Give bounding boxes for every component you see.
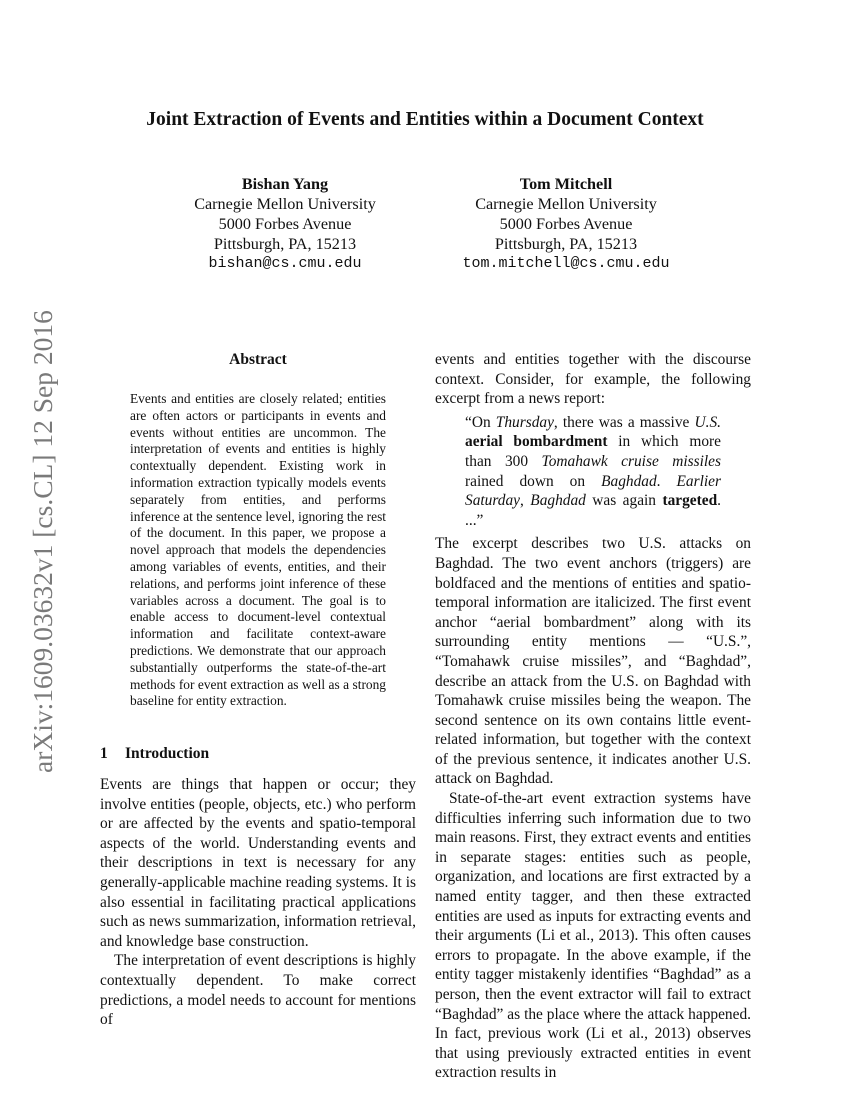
abstract-text: Events and entities are closely related; entities are often actors or participants in events and events without entities are uncommon. The interpretation of events and entities is highly contextually dependent. Existing work in information extraction typically models events separately from entities, and performs inference at the sentence level, ignoring the rest of the document. In this paper, we propose a novel approach that models the dependencies among variables of events, entities, and their relations, and performs joint inference of these variables across a document. The goal is to enable access to document-level contextual information and facilitate context-aware predictions. We demonstrate that our approach substantially outperforms the state-of-the-art methods for event extraction as well as a strong baseline for entity extraction. [130,391,386,709]
section-title: Introduction [125,745,210,762]
quote-entity: Tomahawk cruise missiles [541,452,721,470]
right-column-body [435,350,751,1083]
author-address: 5000 Forbes Avenue [499,215,633,233]
arxiv-stamp: arXiv:1609.03632v1 [cs.CL] 12 Sep 2016 [27,310,58,774]
quote-segment: . [656,472,677,490]
quote-entity: Baghdad [601,472,657,490]
quote-segment: . ...” [465,492,721,529]
quote-segment: in which more than 300 [465,433,722,470]
paper-title: Joint Extraction of Events and Entities within a Document Context [146,109,704,130]
quote-entity: Baghdad [530,492,586,510]
author-city: Pittsburgh, PA, 15213 [494,235,638,253]
section-number: 1 [100,745,108,762]
news-excerpt-quote [465,413,721,531]
quote-segment: , there was a massive [553,413,695,431]
section-heading-introduction [100,745,209,763]
quote-text [465,413,721,531]
quote-segment: , [520,492,531,510]
right-paragraph-state-of-the-art: State-of-the-art event extraction systems have difficulties inferring such information due to two main reasons. First, they extract events and entities in separate stages: entities such as people, organization, and locations are first extracted by a named entity tagger, and then these extracted entities are used as inputs for extracting events and their arguments (Li et al., 2013). This often causes errors to propagate. In the above example, if the entity tagger mistakenly identifies “Baghdad” as a person, then the event extractor will fail to extract “Baghdad” as the place where the attack happened. In fact, previous work (Li et al., 2013) observes that using previously extracted entities in event extraction results in [435,790,751,1082]
author-name: Bishan Yang [241,175,329,193]
right-paragraph-continued: events and entities together with the discourse context. Consider, for example, the following excerpt from a news report: [435,351,751,408]
author-email: bishan@cs.cmu.edu [208,255,362,272]
quote-entity: Earlier Saturday [465,472,721,510]
author-block-2 [416,174,716,274]
intro-paragraph-2: The interpretation of event descriptions is highly contextually dependent. To make correct predictions, a model needs to account for mentions of [100,952,416,1029]
author-address: 5000 Forbes Avenue [218,215,352,233]
intro-paragraph-1: Events are things that happen or occur; they involve entities (people, objects, etc.) who perform or are affected by the events and spatio-temporal aspects of the world. Understanding events and their descriptions in text is necessary for any generally-applicable machine reading systems. It is also essential in facilitating practical applications such as news summarization, information retrieval, and knowledge base construction. [100,776,416,950]
quote-trigger: targeted [662,492,718,510]
quote-segment: rained down on [465,472,602,490]
quote-trigger: aerial bombardment [465,433,608,451]
quote-entity: Thursday [495,413,554,431]
author-name: Tom Mitchell [519,175,613,193]
right-paragraph-excerpt-analysis: The excerpt describes two U.S. attacks on Baghdad. The two event anchors (triggers) are boldfaced and the mentions of entities and spatio-temporal information are italicized. The first event anchor “aerial bombardment” along with its surrounding entity mentions — “U.S.”, “Tomahawk cruise missiles”, and “Baghdad”, describe an attack from the U.S. on Baghdad with Tomahawk cruise missiles being the weapon. The second sentence on its own contains little event-related information, but together with the context of the previous sentence, it indicates another U.S. attack on Baghdad. [435,535,751,788]
author-email: tom.mitchell@cs.cmu.edu [462,255,670,272]
left-column-body [100,775,416,1030]
author-affiliation: Carnegie Mellon University [194,195,376,213]
author-city: Pittsburgh, PA, 15213 [213,235,357,253]
abstract-heading: Abstract [229,351,287,368]
quote-segment: was again [585,492,663,510]
author-block-1 [135,174,435,274]
quote-entity: U.S. [694,413,721,431]
quote-segment: “On [465,413,496,431]
author-affiliation: Carnegie Mellon University [475,195,657,213]
